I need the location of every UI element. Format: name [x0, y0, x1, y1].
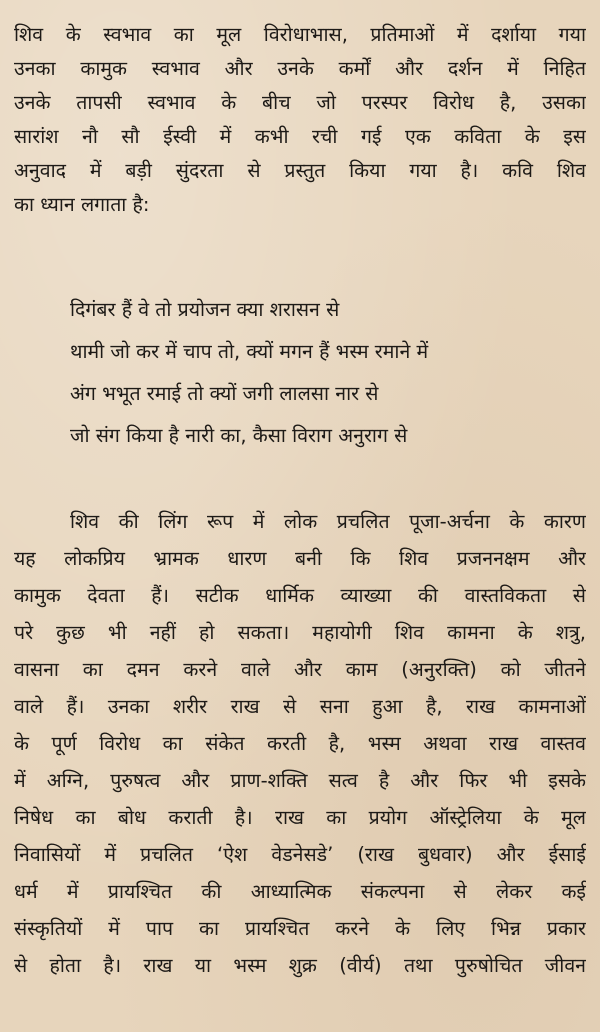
paragraph-2-line-8: में अग्नि, पुरुषत्व और प्राण-शक्ति सत्व है और फिर भी इसके: [14, 769, 586, 792]
paragraph-2-line-11: धर्म में प्रायश्चित की आध्यात्मिक संकल्पना से लेकर कई: [14, 880, 586, 903]
verse-line-2: थामी जो कर में चाप तो, क्यों मगन हैं भस्म रमाने में: [70, 340, 429, 363]
paragraph-2-line-5: वासना का दमन करने वाले और काम (अनुरक्ति) को जीतने: [14, 658, 586, 681]
verse-line-3: अंग भभूत रमाई तो क्यों जगी लालसा नार से: [70, 382, 379, 405]
paragraph-1-line-5: अनुवाद में बड़ी सुंदरता से प्रस्तुत किया गया है। कवि शिव: [14, 159, 586, 182]
paragraph-2-line-3: कामुक देवता हैं। सटीक धार्मिक व्याख्या की वास्तविकता से: [14, 584, 586, 607]
verse-line-4: जो संग किया है नारी का, कैसा विराग अनुराग से: [70, 424, 408, 447]
paragraph-2-line-13: से होता है। राख या भस्म शुक्र (वीर्य) तथा पुरुषोचित जीवन: [14, 954, 586, 977]
paragraph-2-line-12: संस्कृतियों में पाप का प्रायश्चित करने के लिए भिन्न प्रकार: [14, 917, 586, 940]
paragraph-2-line-2: यह लोकप्रिय भ्रामक धारण बनी कि शिव प्रजननक्षम और: [14, 547, 586, 570]
paragraph-1-line-4: सारांश नौ सौ ईस्वी में कभी रची गई एक कविता के इस: [14, 125, 586, 148]
paragraph-2-line-6: वाले हैं। उनका शरीर राख से सना हुआ है, राख कामनाओं: [14, 695, 586, 718]
paragraph-2-line-10: निवासियों में प्रचलित ‘ऐश वेडनेसडे’ (राख बुधवार) और ईसाई: [14, 843, 586, 866]
paragraph-1-line-6: का ध्यान लगाता है:: [14, 193, 150, 216]
verse-line-1: दिगंबर हैं वे तो प्रयोजन क्या शरासन से: [70, 298, 340, 321]
paragraph-2-line-7: के पूर्ण विरोध का संकेत करती है, भस्म अथवा राख वास्तव: [14, 732, 586, 755]
paragraph-2-line-4: परे कुछ भी नहीं हो सकता। महायोगी शिव कामना के शत्रु,: [14, 621, 586, 644]
paragraph-1-line-2: उनका कामुक स्वभाव और उनके कर्मों और दर्शन में निहित: [14, 57, 586, 80]
paragraph-2-line-1: शिव की लिंग रूप में लोक प्रचलित पूजा-अर्चना के कारण: [70, 510, 586, 533]
paragraph-2-line-9: निषेध का बोध कराती है। राख का प्रयोग ऑस्ट्रेलिया के मूल: [14, 806, 586, 829]
paragraph-1-line-1: शिव के स्वभाव का मूल विरोधाभास, प्रतिमाओं में दर्शाया गया: [14, 23, 586, 46]
paragraph-1-line-3: उनके तापसी स्वभाव के बीच जो परस्पर विरोध है, उसका: [14, 91, 586, 114]
